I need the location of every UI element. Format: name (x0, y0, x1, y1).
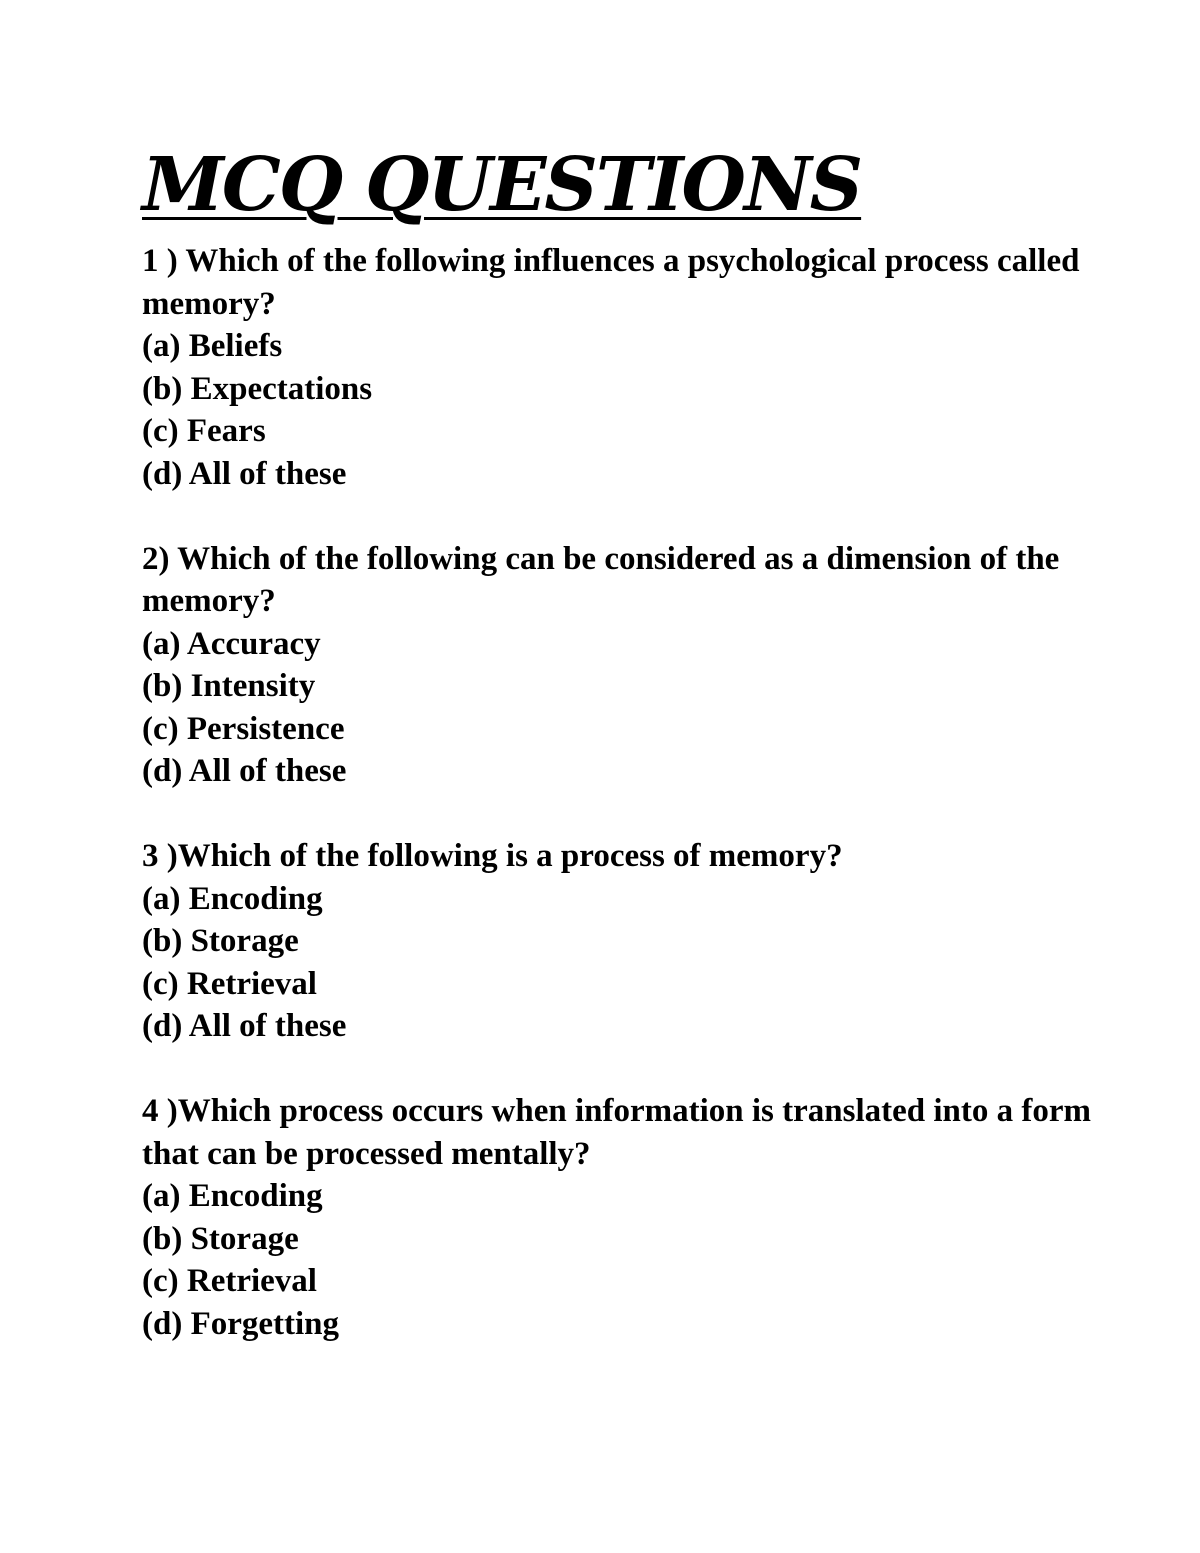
option-d: (d) All of these (142, 1008, 347, 1044)
question-4 (142, 1090, 1102, 1345)
option-b: (b) Intensity (142, 668, 316, 704)
option-a: (a) Encoding (142, 1178, 323, 1214)
option-a: (a) Accuracy (142, 625, 321, 662)
question-text: 4 )Which process occurs when information is translated into a form that can be processed mentally? (142, 1093, 1092, 1172)
option-c: (c) Retrieval (142, 965, 317, 1002)
question-text: 3 )Which of the following is a process of memory? (142, 838, 843, 874)
question-list (142, 240, 1102, 1388)
question-2 (142, 538, 1102, 793)
option-b: (b) Storage (142, 1220, 299, 1257)
question-text: 1 ) Which of the following influences a psychological process called memory? (142, 243, 1080, 322)
option-a: (a) Encoding (142, 880, 323, 917)
option-c: (c) Persistence (142, 710, 345, 747)
option-a: (a) Beliefs (142, 328, 283, 364)
question-1 (142, 240, 1102, 495)
page-title: MCQ QUESTIONS (142, 142, 862, 228)
question-3 (142, 835, 1102, 1048)
option-b: (b) Expectations (142, 370, 373, 407)
option-d: (d) All of these (142, 455, 347, 492)
option-b: (b) Storage (142, 923, 299, 959)
option-d: (d) All of these (142, 753, 347, 789)
option-c: (c) Retrieval (142, 1263, 317, 1299)
question-text: 2) Which of the following can be considered as a dimension of the memory? (142, 540, 1060, 619)
option-c: (c) Fears (142, 413, 266, 449)
option-d: (d) Forgetting (142, 1305, 340, 1342)
